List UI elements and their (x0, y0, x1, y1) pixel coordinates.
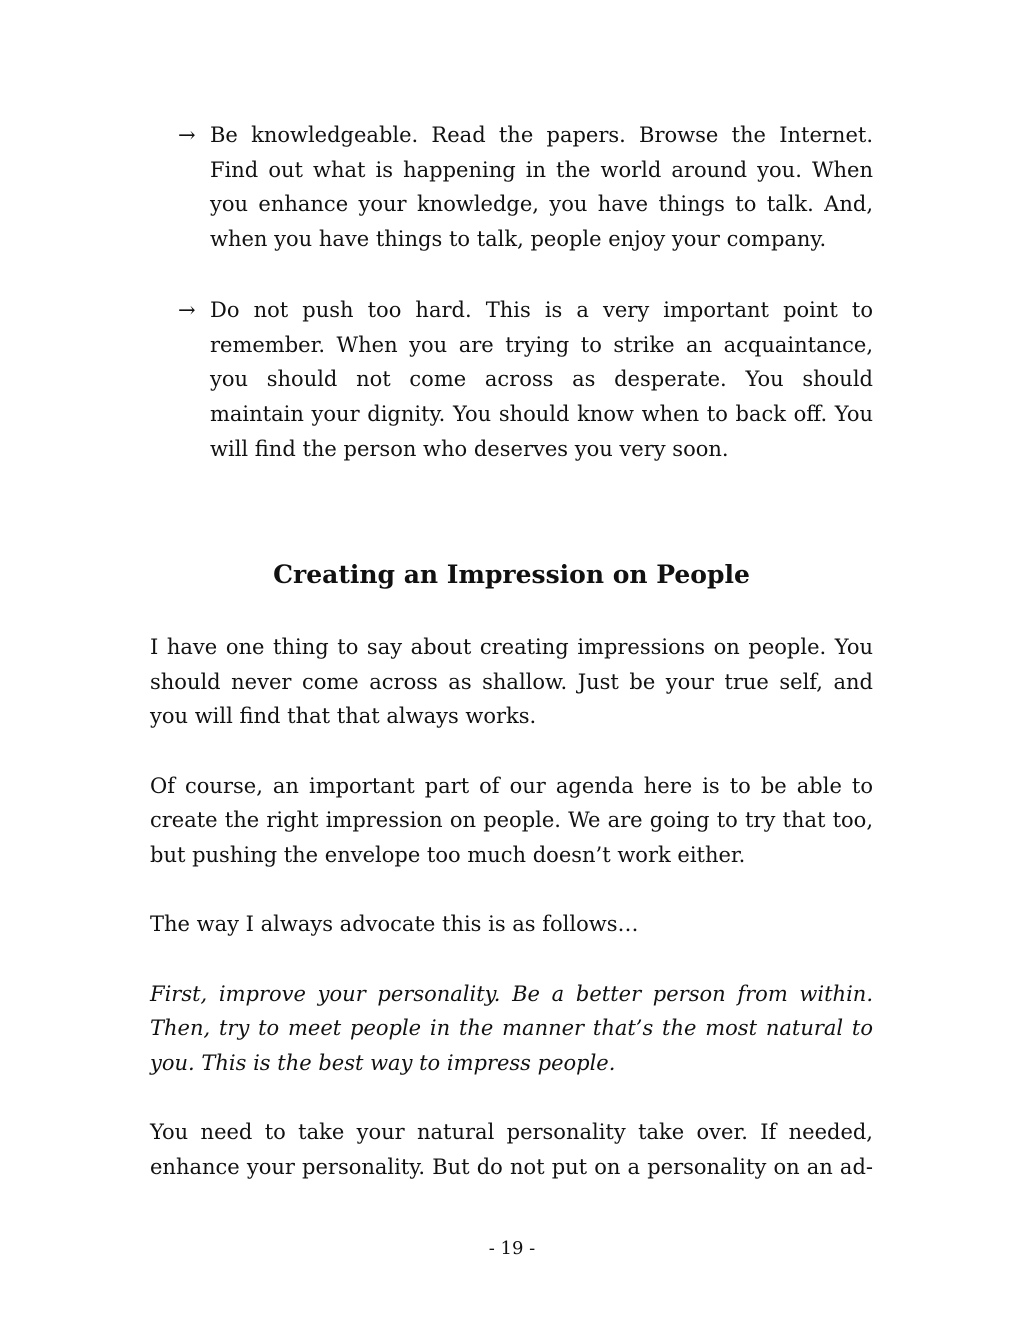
section-body (150, 630, 873, 1219)
right-arrow-icon: → (178, 123, 196, 147)
bullet-text: Be knowledgeable. Read the papers. Browse the Internet. Find out what is happening in the world around you. When you enhance your knowledge, you have things to talk. And, when you have things to talk, people enjoy your company. (210, 123, 873, 252)
paragraph: You need to take your natural personality take over. If needed, enhance your personality. But do not put on a personality on an ad- (150, 1120, 873, 1180)
list-item (178, 293, 873, 467)
page-number: - 19 - (488, 1238, 536, 1259)
list-item (178, 118, 873, 257)
paragraph: Of course, an important part of our agenda here is to be able to create the right impression on people. We are going to try that too, but pushing the envelope too much doesn’t work either. (150, 773, 873, 868)
bullet-list (178, 118, 873, 502)
paragraph: The way I always advocate this is as follows… (150, 912, 639, 937)
section-heading: Creating an Impression on People (273, 560, 750, 589)
italic-paragraph: First, improve your personality. Be a better person from within. Then, try to meet people in the manner that’s the most natural to you. This is the best way to impress people. (150, 981, 873, 1076)
bullet-text: Do not push too hard. This is a very important point to remember. When you are trying to strike an acquaintance, you should not come across as desperate. You should maintain your dignity. You should know when to back off. You will find the person who deserves you very soon. (210, 297, 873, 461)
paragraph: I have one thing to say about creating impressions on people. You should never come across as shallow. Just be your true self, and you will find that that always works. (150, 635, 873, 729)
right-arrow-icon: → (178, 297, 196, 322)
